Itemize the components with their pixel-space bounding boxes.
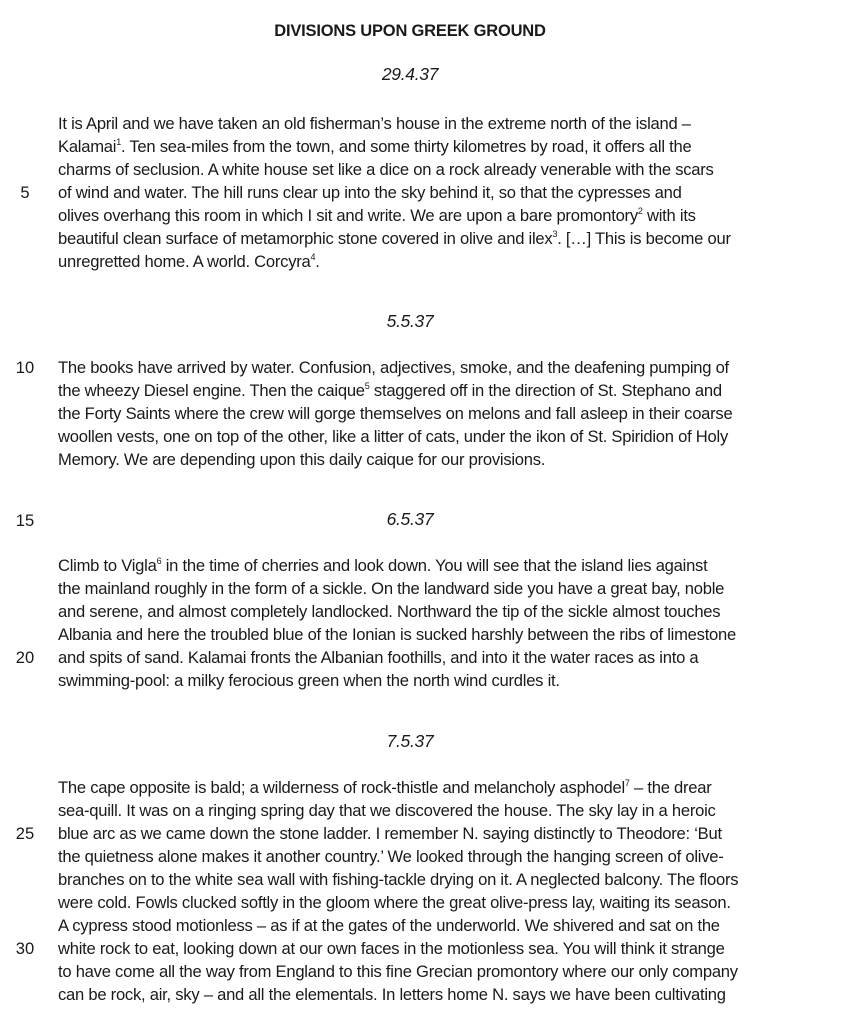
text-line: It is April and we have taken an old fisherman’s house in the extreme north of the island –	[58, 114, 691, 133]
text-line: charms of seclusion. A white house set like a dice on a rock already venerable with the scars	[58, 160, 714, 179]
line-number: 10	[15, 358, 35, 377]
entry-date: 29.4.37	[381, 64, 439, 84]
entry-date: 6.5.37	[386, 509, 434, 529]
text-line: A cypress stood motionless – as if at the gates of the underworld. We shivered and sat on the	[58, 916, 720, 935]
footnote-marker[interactable]: 6	[156, 556, 162, 566]
text-line: the mainland roughly in the form of a sickle. On the landward side you have a great bay, noble	[58, 579, 725, 598]
text-line: The cape opposite is bald; a wilderness of rock-thistle and melancholy asphodel$^7$ – the drear	[58, 778, 712, 797]
text-line: the wheezy Diesel engine. Then the caique$^5$ staggered off in the direction of St. Stephano and	[58, 381, 722, 400]
footnote-marker[interactable]: 2	[637, 206, 643, 216]
entry-paragraph	[58, 776, 844, 1006]
entry-date: 5.5.37	[386, 311, 434, 331]
text-line: olives overhang this room in which I sit and write. We are upon a bare promontory$^2$ with its	[58, 206, 696, 225]
text-line: of wind and water. The hill runs clear up into the sky behind it, so that the cypresses and	[58, 183, 682, 202]
entry-date: 7.5.37	[386, 731, 434, 751]
footnote-marker[interactable]: 4	[310, 252, 316, 262]
text-line: to have come all the way from England to this fine Grecian promontory where our only company	[58, 962, 738, 981]
text-line: sea-quill. It was on a ringing spring day that we discovered the house. The sky lay in a heroic	[58, 801, 716, 820]
entry-paragraph	[58, 554, 844, 692]
text-line: the Forty Saints where the crew will gorge themselves on melons and fall asleep in their coarse	[58, 404, 733, 423]
text-line: Albania and here the troubled blue of the Ionian is sucked harshly between the ribs of limestone	[58, 625, 736, 644]
line-number: 20	[15, 648, 35, 667]
text-line: the quietness alone makes it another country.’ We looked through the hanging screen of olive-	[58, 847, 724, 866]
text-line: woollen vests, one on top of the other, like a litter of cats, under the ikon of St. Spiridion of Holy	[58, 427, 728, 446]
line-number: 5	[20, 183, 30, 202]
text-line: swimming-pool: a milky ferocious green when the north wind curdles it.	[58, 671, 560, 690]
footnote-marker[interactable]: 5	[364, 381, 370, 391]
text-line: Climb to Vigla$^6$ in the time of cherries and look down. You will see that the island lies against	[58, 556, 708, 575]
text-line: Kalamai$^1$. Ten sea-miles from the town, and some thirty kilometres by road, it offers all the	[58, 137, 692, 156]
text-line: branches on to the white sea wall with fishing-tackle drying on it. A neglected balcony. The floors	[58, 870, 739, 889]
text-line: blue arc as we came down the stone ladder. I remember N. saying distinctly to Theodore: ‘But	[58, 824, 722, 843]
footnote-marker[interactable]: 1	[116, 137, 121, 147]
text-line: and serene, and almost completely landlocked. Northward the tip of the sickle almost touches	[58, 602, 721, 621]
entry-paragraph	[58, 112, 844, 273]
text-line: and spits of sand. Kalamai fronts the Albanian foothills, and into it the water races as into a	[58, 648, 699, 667]
text-line: white rock to eat, looking down at our own faces in the motionless sea. You will think it strange	[58, 939, 725, 958]
text-line: The books have arrived by water. Confusion, adjectives, smoke, and the deafening pumping of	[58, 358, 729, 377]
text-line: unregretted home. A world. Corcyra$^4$.	[58, 252, 320, 271]
text-line: can be rock, air, sky – and all the elementals. In letters home N. says we have been cultivating	[58, 985, 726, 1004]
text-line: Memory. We are depending upon this daily caique for our provisions.	[58, 450, 546, 469]
document-title: DIVISIONS UPON GREEK GROUND	[274, 22, 546, 40]
line-number: 30	[15, 939, 35, 958]
line-number: 15	[15, 511, 35, 530]
text-line: beautiful clean surface of metamorphic stone covered in olive and ilex$^3$. […] This is become our	[58, 229, 731, 248]
text-line: were cold. Fowls clucked softly in the gloom where the great olive-press lay, waiting its season.	[58, 893, 731, 912]
footnote-marker[interactable]: 7	[624, 778, 630, 788]
entry-paragraph	[58, 356, 844, 471]
footnote-marker[interactable]: 3	[552, 229, 558, 239]
line-number: 25	[15, 824, 35, 843]
